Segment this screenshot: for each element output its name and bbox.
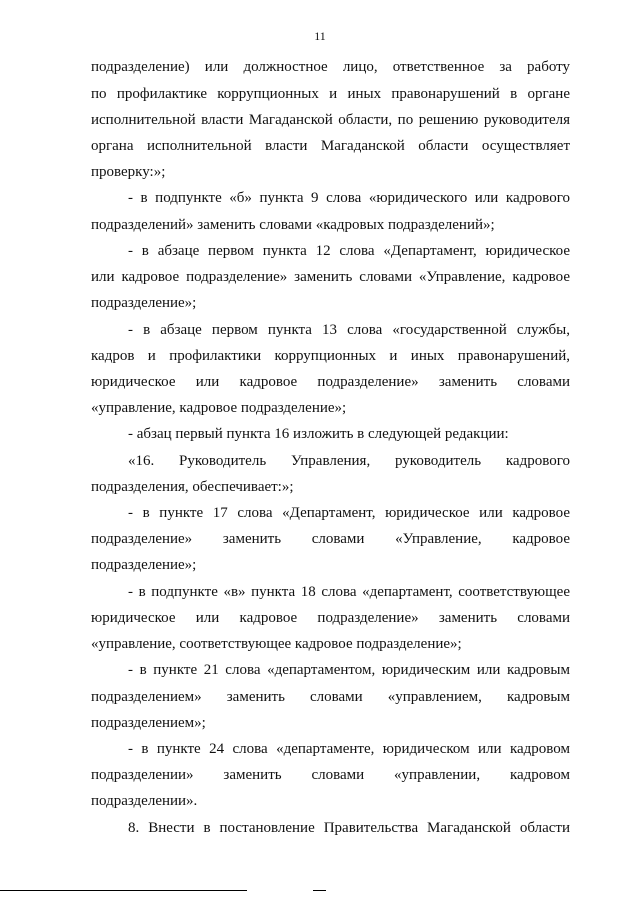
footer-rule-short [313,890,326,891]
text-line: или кадровое подразделение» заменить словами «Управление, кадровое [91,269,570,285]
text-line: подразделении». [91,793,198,809]
text-line: подразделении» заменить словами «управлении, кадровом [91,767,570,783]
text-line: - в подпункте «в» пункта 18 слова «департамент, соответствующее [128,584,570,600]
text-line: подразделение) или должностное лицо, ответственное за работу [91,59,570,75]
text-line: - в абзаце первом пункта 12 слова «Департамент, юридическое [128,243,570,259]
text-line: «управление, кадровое подразделение»; [91,400,347,416]
text-line: проверку:»; [91,164,166,180]
text-line: 8. Внести в постановление Правительства Магаданской области [128,820,570,836]
text-line: - в подпункте «б» пункта 9 слова «юридического или кадрового [128,190,570,206]
text-line: подразделение»; [91,295,197,311]
text-line: - в пункте 24 слова «департаменте, юридическом или кадровом [128,741,570,757]
page-number: 11 [314,29,326,43]
footer-rule [0,890,247,891]
text-line: юридическое или кадровое подразделение» заменить словами [91,610,570,626]
text-line: юридическое или кадровое подразделение» заменить словами [91,374,570,390]
text-line: кадров и профилактики коррупционных и иных правонарушений, [91,348,570,364]
text-line: по профилактике коррупционных и иных правонарушений в органе [91,86,570,102]
text-line: исполнительной власти Магаданской области, по решению руководителя [91,112,570,128]
text-line: - в пункте 21 слова «департаментом, юридическим или кадровым [128,662,570,678]
text-line: - абзац первый пункта 16 изложить в следующей редакции: [128,426,509,442]
text-line: подразделение» заменить словами «Управление, кадровое [91,531,570,547]
text-line: - в пункте 17 слова «Департамент, юридическое или кадровое [128,505,570,521]
text-line: подразделением» заменить словами «управлением, кадровым [91,689,570,705]
text-line: «управление, соответствующее кадровое подразделение»; [91,636,462,652]
text-line: органа исполнительной власти Магаданской области осуществляет [91,138,570,154]
text-line: подразделение»; [91,557,197,573]
text-line: - в абзаце первом пункта 13 слова «государственной службы, [128,322,570,338]
text-line: «16. Руководитель Управления, руководитель кадрового [128,453,570,469]
text-line: подразделением»; [91,715,206,731]
text-line: подразделения, обеспечивает:»; [91,479,294,495]
text-line: подразделений» заменить словами «кадровых подразделений»; [91,217,495,233]
